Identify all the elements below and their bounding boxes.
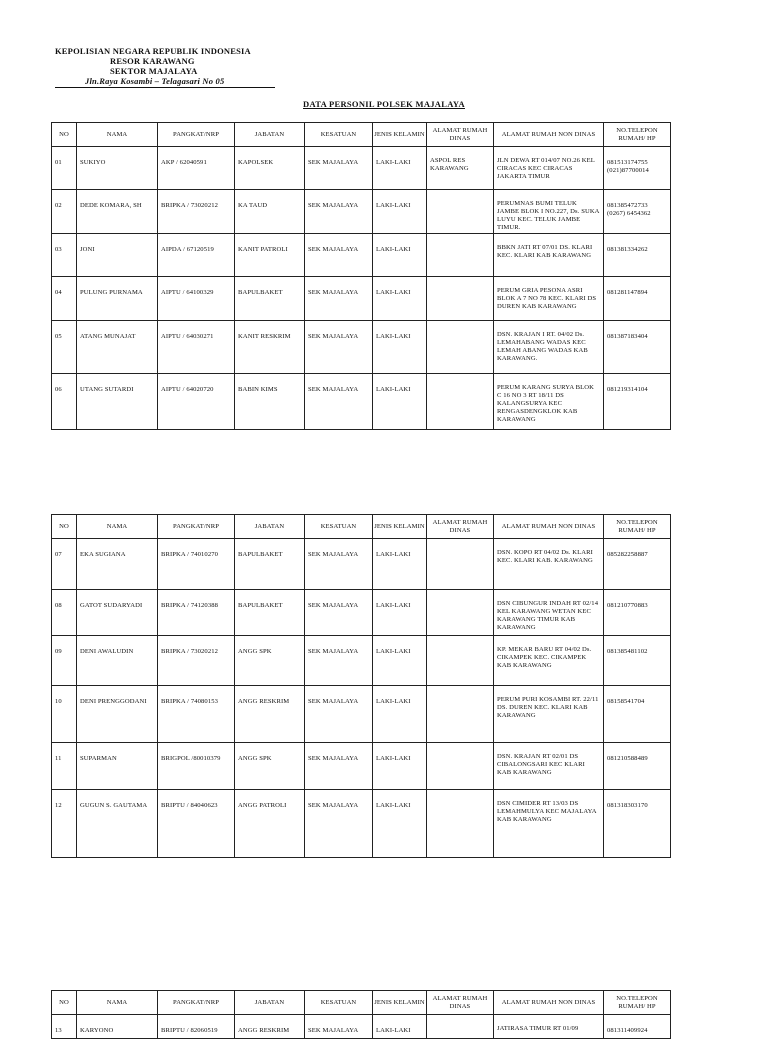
row-number: 04 — [52, 277, 77, 321]
column-header-nama: NAMA — [77, 123, 158, 147]
column-header-jabatan: JABATAN — [235, 515, 305, 539]
phone-number: 081385481102 — [604, 636, 671, 686]
position: BAPULBAKET — [235, 590, 305, 636]
official-address — [427, 539, 494, 590]
personnel-name: KARYONO — [77, 1015, 158, 1039]
personnel-name: GUGUN S. GAUTAMA — [77, 790, 158, 858]
unit: SEK MAJALAYA — [305, 636, 373, 686]
table-row — [52, 686, 671, 743]
table-row — [52, 743, 671, 790]
official-address — [427, 686, 494, 743]
position: BAPULBAKET — [235, 539, 305, 590]
phone-number: 081281147894 — [604, 277, 671, 321]
row-number: 07 — [52, 539, 77, 590]
phone-number: 081513174755 (021)87700014 — [604, 147, 671, 190]
table-row — [52, 1015, 671, 1039]
position: KANIT RESKRIM — [235, 321, 305, 374]
column-header-telepon: NO.TELEPON RUMAH/ HP — [604, 991, 671, 1015]
unit: SEK MAJALAYA — [305, 277, 373, 321]
table-row — [52, 147, 671, 190]
column-header-jenis-kelamin: JENIS KELAMIN — [373, 515, 427, 539]
home-address: PERUMNAS BUMI TELUK JAMBE BLOK I NO.227, Ds. SUKA LUYU KEC. TELUK JAMBE TIMUR. — [494, 190, 604, 234]
unit: SEK MAJALAYA — [305, 590, 373, 636]
table-row — [52, 590, 671, 636]
document-title: DATA PERSONIL POLSEK MAJALAYA — [303, 99, 465, 109]
gender: LAKI-LAKI — [373, 374, 427, 430]
official-address — [427, 321, 494, 374]
column-header-telepon: NO.TELEPON RUMAH/ HP — [604, 123, 671, 147]
home-address: PERUM GRIA PESONA ASRI BLOK A 7 NO 78 KEC. KLARI DS DUREN KAB KARAWANG — [494, 277, 604, 321]
row-number: 01 — [52, 147, 77, 190]
phone-number: 081381334262 — [604, 234, 671, 277]
column-header-kesatuan: KESATUAN — [305, 991, 373, 1015]
official-address — [427, 190, 494, 234]
gender: LAKI-LAKI — [373, 790, 427, 858]
home-address: PERUM PURI KOSAMBI RT. 22/11 DS. DUREN KEC. KLARI KAB KARAWANG — [494, 686, 604, 743]
document-header — [55, 46, 255, 88]
table-row — [52, 277, 671, 321]
phone-number: 081219314104 — [604, 374, 671, 430]
gender: LAKI-LAKI — [373, 686, 427, 743]
unit: SEK MAJALAYA — [305, 790, 373, 858]
position: KA TAUD — [235, 190, 305, 234]
row-number: 03 — [52, 234, 77, 277]
row-number: 11 — [52, 743, 77, 790]
rank-nrp: BRIPTU / 84040623 — [158, 790, 235, 858]
column-header-pangkat: PANGKAT/NRP — [158, 515, 235, 539]
gender: LAKI-LAKI — [373, 277, 427, 321]
gender: LAKI-LAKI — [373, 190, 427, 234]
row-number: 13 — [52, 1015, 77, 1039]
column-header-nama: NAMA — [77, 515, 158, 539]
column-header-jenis-kelamin: JENIS KELAMIN — [373, 123, 427, 147]
rank-nrp: BRIGPOL /80010379 — [158, 743, 235, 790]
unit: SEK MAJALAYA — [305, 234, 373, 277]
phone-number: 081210588489 — [604, 743, 671, 790]
home-address: BBKN JATI RT 07/01 DS. KLARI KEC. KLARI KAB KARAWANG — [494, 234, 604, 277]
table-header-row — [52, 515, 671, 539]
home-address: JLN DEWA RT 014/07 NO.26 KEL CIRACAS KEC CIRACAS JAKARTA TIMUR — [494, 147, 604, 190]
header-line-3: SEKTOR MAJALAYA — [110, 66, 198, 76]
gender: LAKI-LAKI — [373, 539, 427, 590]
official-address: ASPOL RES KARAWANG — [427, 147, 494, 190]
row-number: 10 — [52, 686, 77, 743]
column-header-pangkat: PANGKAT/NRP — [158, 991, 235, 1015]
home-address: DSN CIMIDER RT 13/03 DS LEMAHMULYA KEC MAJALAYA KAB KARAWANG — [494, 790, 604, 858]
phone-number: 081385472733 (0267) 6454362 — [604, 190, 671, 234]
column-header-alamat-non-dinas: ALAMAT RUMAH NON DINAS — [494, 515, 604, 539]
unit: SEK MAJALAYA — [305, 190, 373, 234]
column-header-kesatuan: KESATUAN — [305, 123, 373, 147]
phone-number: 08158541704 — [604, 686, 671, 743]
row-number: 12 — [52, 790, 77, 858]
table-row — [52, 539, 671, 590]
table-row — [52, 321, 671, 374]
position: ANGG RESKRIM — [235, 1015, 305, 1039]
gender: LAKI-LAKI — [373, 147, 427, 190]
gender: LAKI-LAKI — [373, 1015, 427, 1039]
rank-nrp: BRIPKA / 73020212 — [158, 636, 235, 686]
unit: SEK MAJALAYA — [305, 743, 373, 790]
personnel-table-2 — [51, 514, 671, 858]
position: ANGG SPK — [235, 743, 305, 790]
personnel-name: SUPARMAN — [77, 743, 158, 790]
column-header-pangkat: PANGKAT/NRP — [158, 123, 235, 147]
position: ANGG PATROLI — [235, 790, 305, 858]
personnel-name: GATOT SUDARYADI — [77, 590, 158, 636]
official-address — [427, 234, 494, 277]
row-number: 06 — [52, 374, 77, 430]
position: ANGG RESKRIM — [235, 686, 305, 743]
row-number: 02 — [52, 190, 77, 234]
rank-nrp: BRIPKA / 73020212 — [158, 190, 235, 234]
row-number: 05 — [52, 321, 77, 374]
home-address: DSN. KRAJAN RT 02/01 DS CIBALONGSARI KEC KLARI KAB KARAWANG — [494, 743, 604, 790]
column-header-alamat-dinas: ALAMAT RUMAH DINAS — [427, 515, 494, 539]
personnel-name: JONI — [77, 234, 158, 277]
rank-nrp: BRIPKA / 74080153 — [158, 686, 235, 743]
personnel-name: SUKIYO — [77, 147, 158, 190]
column-header-jenis-kelamin: JENIS KELAMIN — [373, 991, 427, 1015]
official-address — [427, 1015, 494, 1039]
personnel-name: DEDE KOMARA, SH — [77, 190, 158, 234]
gender: LAKI-LAKI — [373, 234, 427, 277]
row-number: 09 — [52, 636, 77, 686]
table-row — [52, 790, 671, 858]
unit: SEK MAJALAYA — [305, 1015, 373, 1039]
official-address — [427, 374, 494, 430]
unit: SEK MAJALAYA — [305, 686, 373, 743]
rank-nrp: BRIPKA / 74120388 — [158, 590, 235, 636]
unit: SEK MAJALAYA — [305, 374, 373, 430]
personnel-table-1 — [51, 122, 671, 430]
position: KAPOLSEK — [235, 147, 305, 190]
gender: LAKI-LAKI — [373, 743, 427, 790]
official-address — [427, 790, 494, 858]
table-row — [52, 190, 671, 234]
table-row — [52, 374, 671, 430]
home-address: DSN. KRAJAN I RT. 04/02 Ds. LEMAHABANG WADAS KEC LEMAH ABANG WADAS KAB KARAWANG. — [494, 321, 604, 374]
column-header-alamat-non-dinas: ALAMAT RUMAH NON DINAS — [494, 991, 604, 1015]
gender: LAKI-LAKI — [373, 321, 427, 374]
column-header-kesatuan: KESATUAN — [305, 515, 373, 539]
phone-number: 081318303170 — [604, 790, 671, 858]
position: KANIT PATROLI — [235, 234, 305, 277]
table-header-row — [52, 991, 671, 1015]
column-header-alamat-dinas: ALAMAT RUMAH DINAS — [427, 991, 494, 1015]
column-header-no: NO — [52, 123, 77, 147]
phone-number: 081210770883 — [604, 590, 671, 636]
row-number: 08 — [52, 590, 77, 636]
table-row — [52, 636, 671, 686]
home-address: PERUM KARANG SURYA BLOK C 16 NO 3 RT 18/11 DS KALANGSURYA KEC RENGASDENGKLOK KAB KARAWANG — [494, 374, 604, 430]
personnel-name: DENI PRENGGODANI — [77, 686, 158, 743]
unit: SEK MAJALAYA — [305, 539, 373, 590]
gender: LAKI-LAKI — [373, 636, 427, 686]
unit: SEK MAJALAYA — [305, 321, 373, 374]
personnel-name: DENI AWALUDIN — [77, 636, 158, 686]
header-address: Jln.Raya Kosambi – Telagasari No 05 — [55, 76, 275, 88]
personnel-name: ATANG MUNAJAT — [77, 321, 158, 374]
official-address — [427, 743, 494, 790]
home-address: JATIRASA TIMUR RT 01/09 — [494, 1015, 604, 1039]
personnel-name: EKA SUGIANA — [77, 539, 158, 590]
personnel-name: UTANG SUTARDI — [77, 374, 158, 430]
personnel-table-3 — [51, 990, 671, 1039]
position: BABIN KIMS — [235, 374, 305, 430]
official-address — [427, 636, 494, 686]
home-address: KP. MEKAR BARU RT 04/02 Ds. CIKAMPEK KEC. CIKAMPEK KAB KARAWANG — [494, 636, 604, 686]
column-header-jabatan: JABATAN — [235, 123, 305, 147]
gender: LAKI-LAKI — [373, 590, 427, 636]
unit: SEK MAJALAYA — [305, 147, 373, 190]
column-header-alamat-non-dinas: ALAMAT RUMAH NON DINAS — [494, 123, 604, 147]
phone-number: 081387183404 — [604, 321, 671, 374]
header-line-2: RESOR KARAWANG — [110, 56, 195, 66]
column-header-no: NO — [52, 515, 77, 539]
official-address — [427, 277, 494, 321]
header-line-1: KEPOLISIAN NEGARA REPUBLIK INDONESIA — [55, 46, 251, 56]
position: ANGG SPK — [235, 636, 305, 686]
home-address: DSN. KOPO RT 04/02 Ds. KLARI KEC. KLARI KAB. KARAWANG — [494, 539, 604, 590]
table-header-row — [52, 123, 671, 147]
official-address — [427, 590, 494, 636]
rank-nrp: AIPTU / 64030271 — [158, 321, 235, 374]
position: BAPULBAKET — [235, 277, 305, 321]
table-row — [52, 234, 671, 277]
phone-number: 081311409924 — [604, 1015, 671, 1039]
rank-nrp: AIPDA / 67120519 — [158, 234, 235, 277]
column-header-telepon: NO.TELEPON RUMAH/ HP — [604, 515, 671, 539]
phone-number: 085282258887 — [604, 539, 671, 590]
column-header-jabatan: JABATAN — [235, 991, 305, 1015]
rank-nrp: AIPTU / 64100329 — [158, 277, 235, 321]
column-header-alamat-dinas: ALAMAT RUMAH DINAS — [427, 123, 494, 147]
personnel-name: PULUNG PURNAMA — [77, 277, 158, 321]
home-address: DSN CIBUNGUR INDAH RT 02/14 KEL KARAWANG WETAN KEC KARAWANG TIMUR KAB KARAWANG — [494, 590, 604, 636]
rank-nrp: BRIPKA / 74010270 — [158, 539, 235, 590]
rank-nrp: BRIPTU / 82060519 — [158, 1015, 235, 1039]
column-header-no: NO — [52, 991, 77, 1015]
rank-nrp: AKP / 62040591 — [158, 147, 235, 190]
column-header-nama: NAMA — [77, 991, 158, 1015]
rank-nrp: AIPTU / 64020720 — [158, 374, 235, 430]
